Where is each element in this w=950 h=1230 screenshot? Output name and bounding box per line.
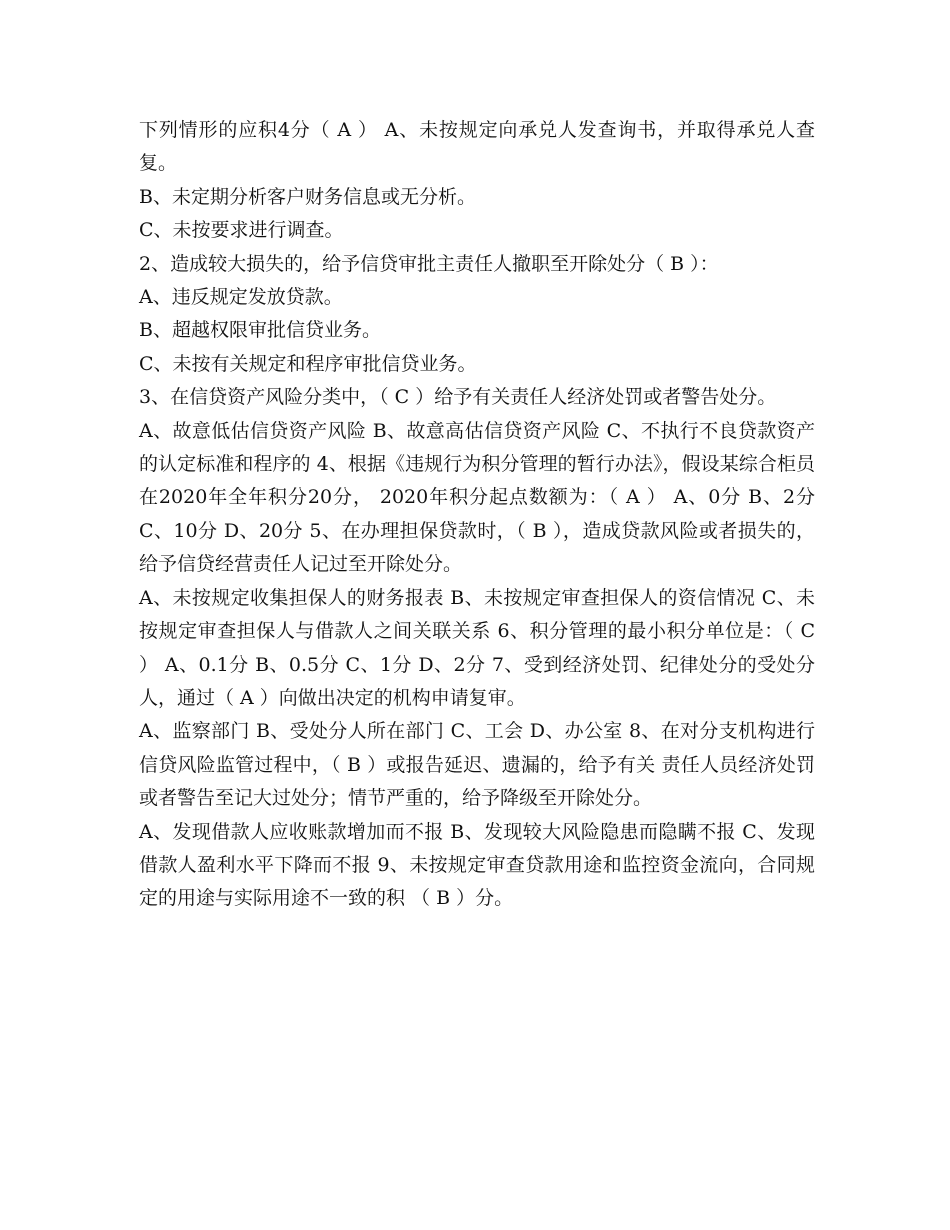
paragraph-7: C、未按有关规定和程序审批信贷业务。	[139, 352, 477, 375]
paragraph-1: 下列情形的应积4分（ A ） A、未按规定向承兑人发查询书，并取得承兑人查复。	[139, 119, 815, 175]
paragraph-6: B、超越权限审批信贷业务。	[139, 319, 381, 342]
paragraph-2: B、未定期分析客户财务信息或无分析。	[139, 185, 476, 208]
paragraph-9: A、故意低估信贷资产风险 B、故意高估信贷资产风险 C、不执行不良贷款资产的认定标准和程序的 4、根据《违规行为积分管理的暂行办法》，假设某综合柜员在2020年全年积分20分， 2020年积分起点数额为：（ A ） A、0分 B、2分 C、10分 D、20分 5、在办理担保贷款时，（ B ），造成贷款风险或者损失的，给予信贷经营责任人记过至开除处分。	[139, 419, 815, 576]
paragraph-4: 2、造成较大损失的，给予信贷审批主责任人撤职至开除处分（ B ）：	[139, 252, 719, 275]
paragraph-10: A、未按规定收集担保人的财务报表 B、未按规定审查担保人的资信情况 C、未按规定审查担保人与借款人之间关联关系 6、积分管理的最小积分单位是：（ C ） A、0.1分 B、0.5分 C、1分 D、2分 7、受到经济处罚、纪律处分的受处分人，通过（ A ）向做出决定的机构申请复审。	[139, 586, 815, 709]
paragraph-12: A、发现借款人应收账款增加而不报 B、发现较大风险隐患而隐瞒不报 C、发现借款人盈利水平下降而不报 9、未按规定审查贷款用途和监控资金流向，合同规定的用途与实际用途不一致的积 （ B ）分。	[139, 820, 815, 910]
paragraph-8: 3、在信贷资产风险分类中，（ C ）给予有关责任人经济处罚或者警告处分。	[139, 386, 777, 409]
paragraph-5: A、违反规定发放贷款。	[139, 286, 343, 309]
paragraph-3: C、未按要求进行调查。	[139, 219, 344, 242]
paragraph-11: A、监察部门 B、受处分人所在部门 C、工会 D、办公室 8、在对分支机构进行信贷风险监管过程中，（ B ）或报告延迟、遗漏的，给予有关 责任人员经济处罚或者警告至记大过处分；情节严重的，给予降级至开除处分。	[139, 720, 815, 810]
document-body	[139, 114, 815, 916]
